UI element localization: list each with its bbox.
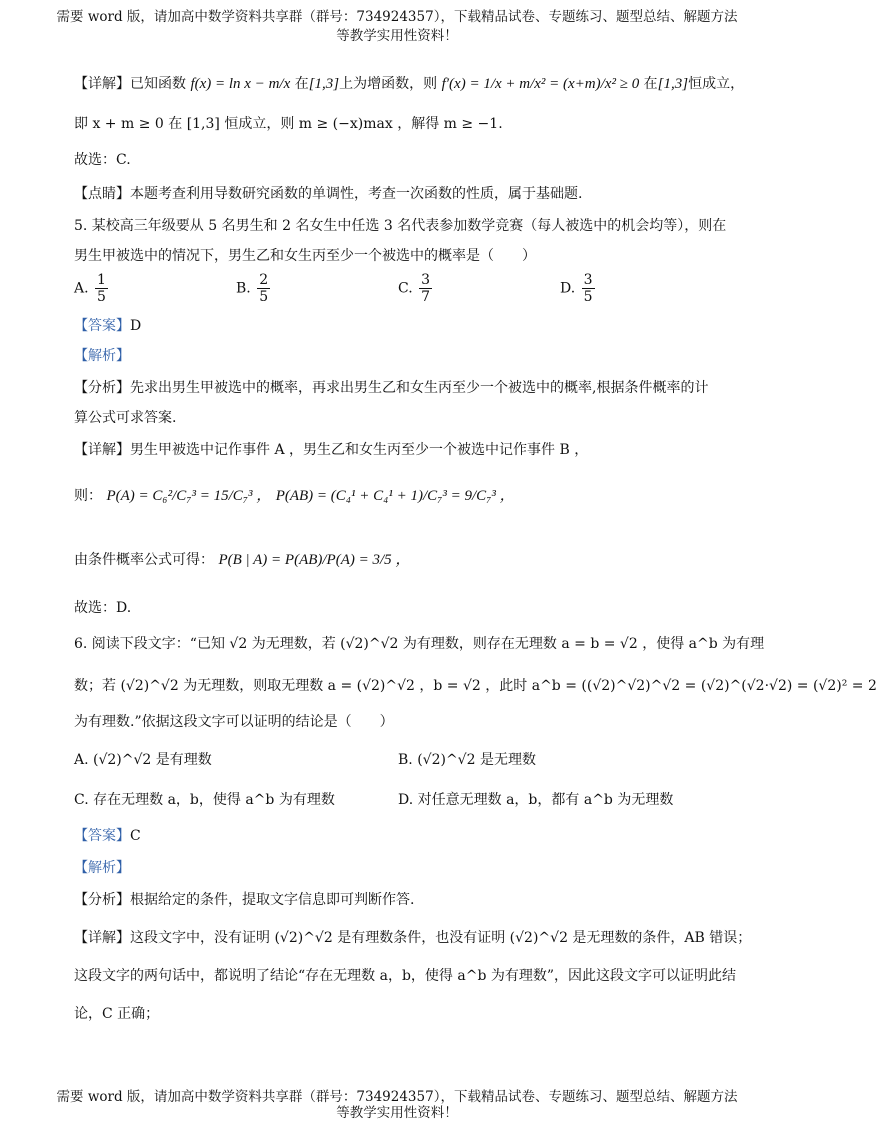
option-letter: B. xyxy=(398,752,413,768)
option-text: 存在无理数 a，b，使得 a^b 为有理数 xyxy=(93,792,335,808)
function-expression: f(x) = ln x − m/x xyxy=(190,76,291,92)
analyze-label: 【分析】 xyxy=(74,892,130,908)
q5-analyze-1 xyxy=(74,378,708,398)
option-letter: C. xyxy=(74,792,89,808)
option-letter: C. xyxy=(398,280,413,297)
q5-analyze-2: 算公式可求答案. xyxy=(74,410,177,426)
denominator: 5 xyxy=(259,289,269,305)
q6-detail-1 xyxy=(74,928,751,948)
formula-conditional: P(B | A) = P(AB)/P(A) = 3/5 ， xyxy=(218,552,411,568)
option-text: (√2)^√2 是有理数 xyxy=(93,752,212,768)
q5-stem-2: 男生甲被选中的情况下，男生乙和女生丙至少一个被选中的概率是（ ） xyxy=(74,248,536,264)
q5-option-c xyxy=(398,272,434,305)
q4-comment xyxy=(74,184,582,204)
denominator: 7 xyxy=(421,289,431,305)
detail-text: 男生甲被选中记作事件 A ，男生乙和女生丙至少一个被选中记作事件 B ， xyxy=(130,442,589,458)
answer-value: C xyxy=(130,828,141,844)
formula-pa: P(A) = C₆²/C₇³ = 15/C₇³ ， xyxy=(106,488,272,504)
q6-detail-2: 这段文字的两句话中，都说明了结论“存在无理数 a，b，使得 a^b 为有理数”，因此这段文字可以证明此结 xyxy=(74,968,737,984)
then-label: 则： xyxy=(74,488,102,504)
q4-line-2: 即 x + m ≥ 0 在 [1,3] 恒成立，则 m ≥ (−x)max ，解得 m ≥ −1. xyxy=(74,116,503,132)
option-letter: A. xyxy=(74,280,89,297)
analyze-label: 【分析】 xyxy=(74,380,130,396)
q5-detail xyxy=(74,440,588,460)
q6-option-d xyxy=(398,790,673,810)
q6-analysis-label: 【解析】 xyxy=(74,860,130,876)
formula-pab: P(AB) = (C₄¹ + C₄¹ + 1)/C₇³ = 9/C₇³ ， xyxy=(275,488,515,504)
numerator: 3 xyxy=(421,272,431,288)
q4-choose: 故选：C. xyxy=(74,152,131,168)
detail-label: 【详解】 xyxy=(74,76,130,92)
option-text: (√2)^√2 是无理数 xyxy=(417,752,536,768)
q6-detail-3: 论，C 正确； xyxy=(74,1006,160,1022)
q5-probabilities xyxy=(74,486,515,506)
q6-stem-2: 数；若 (√2)^√2 为无理数，则取无理数 a = (√2)^√2 ，b = √2 ，此时 a^b = ((√2)^√2)^√2 = (√2)^(√2·√2) = (√2)² = 2 xyxy=(74,678,877,694)
text-increasing: 上为增函数，则 xyxy=(339,76,438,92)
q6-answer xyxy=(74,826,141,846)
answer-label: 【答案】 xyxy=(74,318,130,334)
option-text: 对任意无理数 a，b，都有 a^b 为无理数 xyxy=(417,792,674,808)
q6-stem-1: 6. 阅读下段文字：“已知 √2 为无理数，若 (√2)^√2 为有理数，则存在无理数 a = b = √2 ，使得 a^b 为有理 xyxy=(74,636,765,652)
q4-detail-line xyxy=(74,74,744,94)
option-fraction xyxy=(95,272,108,305)
numerator: 1 xyxy=(97,272,106,288)
interval: [1,3] xyxy=(308,76,340,92)
q6-option-a xyxy=(74,750,212,770)
q5-answer xyxy=(74,316,141,336)
footer-line-2: 等教学实用性资料！ xyxy=(336,1105,458,1121)
detail-label: 【详解】 xyxy=(74,442,130,458)
derivative-expression: f′(x) = 1/x + m/x² = (x+m)/x² ≥ 0 xyxy=(441,76,640,92)
denominator: 5 xyxy=(583,289,593,305)
option-letter: B. xyxy=(236,280,251,297)
denominator: 5 xyxy=(97,289,106,305)
option-letter: D. xyxy=(560,280,576,297)
answer-value: D xyxy=(130,318,142,334)
analyze-text: 根据给定的条件，提取文字信息即可判断作答. xyxy=(130,892,415,908)
detail-text: 这段文字中，没有证明 (√2)^√2 是有理数条件，也没有证明 (√2)^√2 是无理数的条件，AB 错误； xyxy=(130,930,752,946)
answer-label: 【答案】 xyxy=(74,828,130,844)
option-fraction xyxy=(257,272,270,305)
footer-line-1: 需要 word 版，请加高中数学资料共享群（群号：734924357），下载精品试卷、专题练习、题型总结、解题方法 xyxy=(56,1089,738,1105)
q6-option-b xyxy=(398,750,536,770)
q5-option-a xyxy=(74,272,110,305)
q5-option-b xyxy=(236,272,272,305)
header-line-1: 需要 word 版，请加高中数学资料共享群（群号：734924357），下载精品试卷、专题练习、题型总结、解题方法 xyxy=(56,9,738,25)
interval-2: [1,3] xyxy=(657,76,689,92)
text-on-2: 在 xyxy=(643,76,658,92)
option-letter: D. xyxy=(398,792,414,808)
q5-analysis-label: 【解析】 xyxy=(74,348,130,364)
option-fraction xyxy=(419,272,432,305)
analyze-text: 先求出男生甲被选中的概率，再求出男生乙和女生丙至少一个被选中的概率,根据条件概率的计 xyxy=(130,380,709,396)
q5-stem-1: 5. 某校高三年级要从 5 名男生和 2 名女生中任选 3 名代表参加数学竞赛（每人被选中的机会均等），则在 xyxy=(74,218,727,234)
option-letter: A. xyxy=(74,752,89,768)
q6-analyze xyxy=(74,890,414,910)
comment-label: 【点睛】 xyxy=(74,186,130,202)
detail-label: 【详解】 xyxy=(74,930,130,946)
comment-text: 本题考查利用导数研究函数的单调性，考查一次函数的性质，属于基础题. xyxy=(130,186,583,202)
numerator: 3 xyxy=(583,272,593,288)
q5-choose: 故选：D. xyxy=(74,600,132,616)
text-on: 在 xyxy=(294,76,309,92)
q5-option-d xyxy=(560,272,597,305)
header-line-2: 等教学实用性资料！ xyxy=(336,28,458,44)
q6-option-c xyxy=(74,790,335,810)
detail-text: 已知函数 xyxy=(130,76,186,92)
q5-conditional xyxy=(74,550,410,570)
text-holds: 恒成立， xyxy=(688,76,745,92)
q6-stem-3: 为有理数.”依据这段文字可以证明的结论是（ ） xyxy=(74,714,394,730)
option-fraction xyxy=(582,272,595,305)
numerator: 2 xyxy=(259,272,269,288)
conditional-text: 由条件概率公式可得： xyxy=(74,552,214,568)
